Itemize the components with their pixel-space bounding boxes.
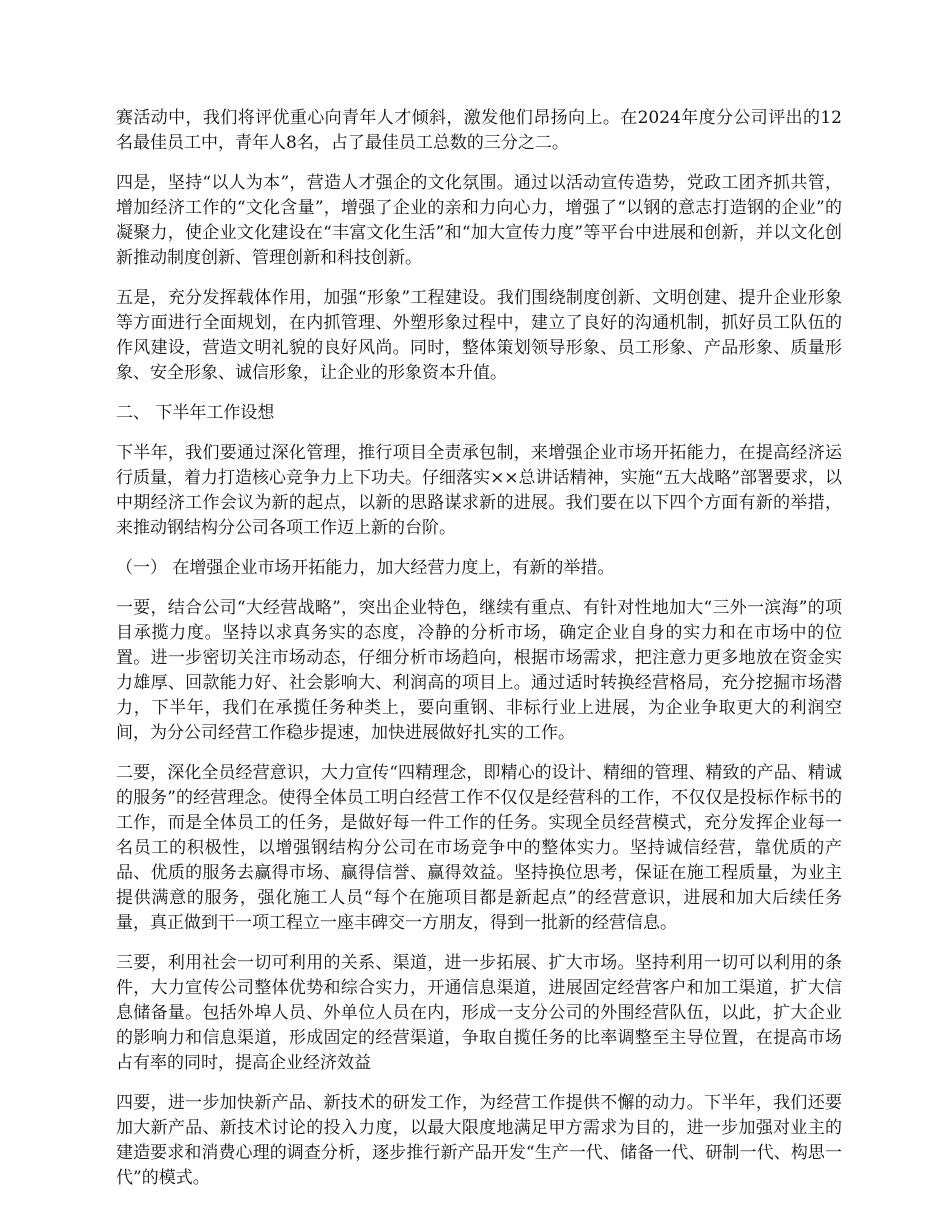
paragraph-second-half-intro: 下半年，我们要通过深化管理，推行项目全责承包制，来增强企业市场开拓能力，在提高经济运行质量，着力打造核心竞争力上下功夫。仔细落实××总讲话精神，实施“五大战略”部署要求，以中期经济工作会议为新的起点，以新的思路谋求新的进展。我们要在以下四个方面有新的举措，来推动钢结构分公司各项工作迈上新的台阶。: [116, 443, 842, 538]
paragraph-point-four: 四要，进一步加快新产品、新技术的研发工作，为经营工作提供不懈的动力。下半年，我们还要加大新产品、新技术讨论的投入力度，以最大限度地满足甲方需求为目的，进一步加强对业主的建造要求和消费心理的调查分析，逐步推行新产品开发“生产一代、储备一代、研制一代、构思一代”的模式。: [116, 1093, 842, 1188]
subheading-market-expansion: （一） 在增强企业市场开拓能力，加大经营力度上，有新的举措。: [116, 558, 615, 578]
paragraph-point-one: 一要，结合公司“大经营战略”，突出企业特色，继续有重点、有针对性地加大“三外一滨海”的项目承揽力度。坚持以求真务实的态度，冷静的分析市场，确定企业自身的实力和在市场中的位置。进一步密切关注市场动态，仔细分析市场趋向，根据市场需求，把注意力更多地放在资金实力雄厚、回款能力好、社会影响大、利润高的项目上。通过适时转换经营格局，充分挖掘市场潜力，下半年，我们在承揽任务种类上，要向重钢、非标行业上进展，为企业争取更大的利润空间，为分公司经营工作稳步提速，加快进展做好扎实的工作。: [116, 598, 842, 743]
paragraph-youth-awards: 赛活动中，我们将评优重心向青年人才倾斜，激发他们昂扬向上。在2024年度分公司评出的12名最佳员工中，青年人8名，占了最佳员工总数的三分之二。: [116, 108, 842, 153]
paragraph-point-two: 二要，深化全员经营意识，大力宣传“四精理念，即精心的设计、精细的管理、精致的产品、精诚的服务”的经营理念。使得全体员工明白经营工作不仅仅是经营科的工作，不仅仅是投标作标书的工作，而是全体员工的任务，是做好每一件工作的任务。实现全员经营模式，充分发挥企业每一名员工的积极性，以增强钢结构分公司在市场竞争中的整体实力。坚持诚信经营，靠优质的产品、优质的服务去赢得市场、赢得信誉、赢得效益。坚持换位思考，保证在施工程质量，为业主提供满意的服务，强化施工人员“每个在施项目都是新起点”的经营意识，进展和加大后续任务量，真正做到干一项工程立一座丰碑交一方朋友，得到一批新的经营信息。: [116, 763, 842, 933]
section-heading-second-half-plan: 二、 下半年工作设想: [116, 403, 275, 423]
document-page: [116, 106, 842, 1206]
paragraph-culture: 四是，坚持“以人为本”，营造人才强企的文化氛围。通过以活动宣传造势，党政工团齐抓共管，增加经济工作的“文化含量”，增强了企业的亲和力向心力，增强了“以钢的意志打造钢的企业”的凝聚力，使企业文化建设在“丰富文化生活”和“加大宣传力度”等平台中进展和创新，并以文化创新推动制度创新、管理创新和科技创新。: [116, 173, 842, 268]
paragraph-point-three: 三要，利用社会一切可利用的关系、渠道，进一步拓展、扩大市场。坚持利用一切可以利用的条件，大力宣传公司整体优势和综合实力，开通信息渠道，进展固定经营客户和加工渠道，扩大信息储备量。包括外埠人员、外单位人员在内，形成一支分公司的外围经营队伍，以此，扩大企业的影响力和信息渠道，形成固定的经营渠道，争取自揽任务的比率调整至主导位置，在提高市场占有率的同时，提高企业经济效益: [116, 953, 842, 1073]
paragraph-image-building: 五是，充分发挥载体作用，加强“形象”工程建设。我们围绕制度创新、文明创建、提升企业形象等方面进行全面规划，在内抓管理、外塑形象过程中，建立了良好的沟通机制，抓好员工队伍的作风建设，营造文明礼貌的良好风尚。同时，整体策划领导形象、员工形象、产品形象、质量形象、安全形象、诚信形象，让企业的形象资本升值。: [116, 288, 842, 383]
